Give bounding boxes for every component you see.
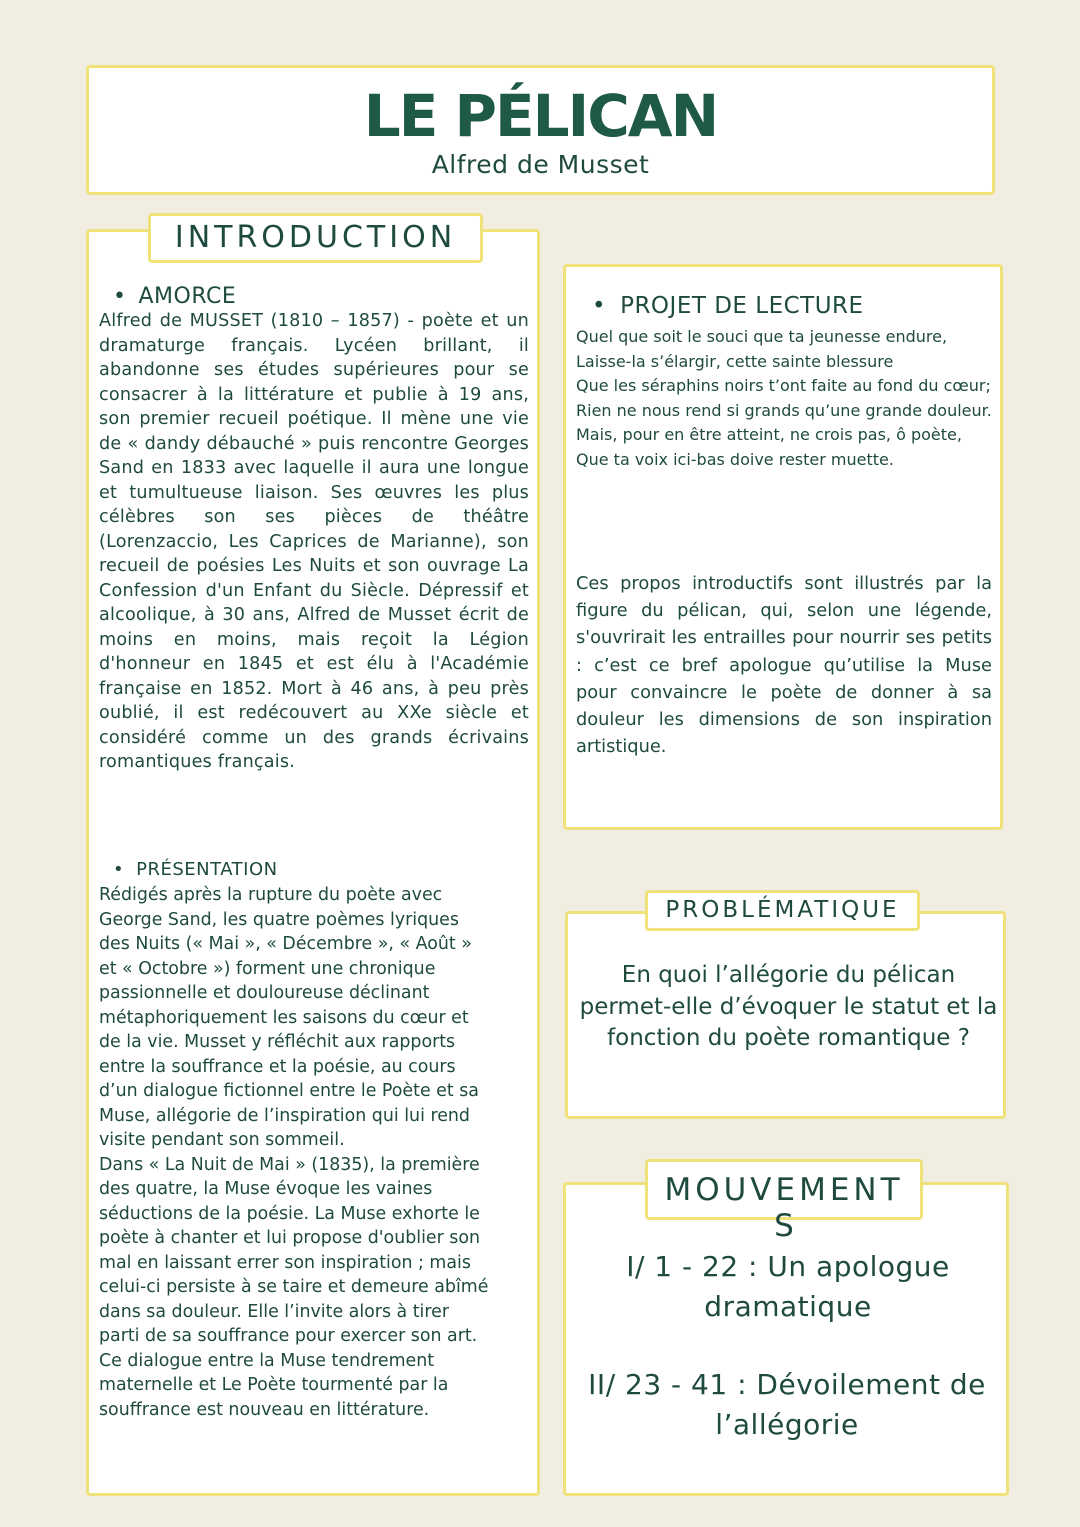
projet-text: Ces propos introductifs sont illustrés par la figure du pélican, qui, selon une légende, s'ouvrirait les entrailles pour nourrir ses petits : c’est ce bref apologue qu’utilise la Muse pour convaincre le poète de donner à sa douleur les dimensions de son inspiration artistique.	[576, 573, 992, 758]
amorce-heading: • AMORCE	[113, 284, 237, 309]
bullet-icon: •	[592, 293, 607, 319]
projet-quote	[576, 325, 992, 473]
quote-line: Laisse-la s’élargir, cette sainte blessure	[576, 351, 894, 371]
introduction-tab	[148, 213, 483, 263]
text-line: de la vie. Musset y réfléchit aux rapports	[99, 1032, 456, 1052]
text-line: passionnelle et douloureuse déclinant	[99, 983, 430, 1003]
problematique-text: En quoi l’allégorie du pélican permet-elle d’évoquer le statut et la fonction du poète romantique ?	[579, 962, 998, 1051]
problematique-card	[565, 911, 1006, 1119]
projet-card	[563, 264, 1003, 830]
text-line: celui-ci persiste à se taire et demeure abîmé	[99, 1277, 489, 1297]
text-line: Ce dialogue entre la Muse tendrement	[99, 1350, 435, 1371]
text-line: des Nuits (« Mai », « Décembre », « Août »	[99, 934, 472, 954]
mouvement-item-1: I/ 1 - 22 : Un apologue dramatique	[626, 1250, 950, 1323]
introduction-label: INTRODUCTION	[174, 220, 457, 255]
text-line: dans sa douleur. Elle l’invite alors à tirer	[99, 1301, 449, 1322]
problematique-label: PROBLÉMATIQUE	[665, 897, 900, 923]
text-line: souffrance est nouveau en littérature.	[99, 1399, 430, 1420]
text-line: George Sand, les quatre poèmes lyriques	[99, 909, 459, 930]
text-line: visite pendant son sommeil.	[99, 1130, 345, 1150]
text-line: Dans « La Nuit de Mai » (1835), la première	[99, 1154, 480, 1175]
title-card	[86, 65, 995, 195]
bullet-icon: •	[113, 859, 125, 880]
text-line: des quatre, la Muse évoque les vaines	[99, 1179, 433, 1199]
quote-line: Que ta voix ici-bas doive rester muette.	[576, 449, 894, 469]
mouvements-label: MOUVEMENT	[664, 1172, 904, 1208]
quote-line: Que les séraphins noirs t’ont faite au fond du cœur;	[576, 376, 991, 396]
bullet-icon: •	[113, 284, 127, 309]
mouvement-item-2: II/ 23 - 41 : Dévoilement de l’allégorie	[588, 1368, 986, 1441]
text-line: parti de sa souffrance pour exercer son art.	[99, 1326, 478, 1346]
presentation-heading: • PRÉSENTATION	[99, 857, 539, 883]
introduction-card	[86, 229, 540, 1496]
presentation-section	[99, 857, 539, 1422]
text-line: et « Octobre ») forment une chronique	[99, 958, 436, 979]
text-line: maternelle et Le Poète tourmenté par la	[99, 1375, 449, 1395]
amorce-section	[99, 284, 529, 775]
text-line: entre la souffrance et la poésie, au cours	[99, 1056, 456, 1077]
text-line: Rédigés après la rupture du poète avec	[99, 885, 443, 905]
page-title: LE PÉLICAN	[363, 82, 718, 150]
quote-line: Rien ne nous rend si grands qu’une grande douleur.	[576, 400, 992, 420]
problematique-tab	[645, 890, 920, 931]
text-line: d’un dialogue fictionnel entre le Poète et sa	[99, 1081, 479, 1101]
text-line: mal en laissant errer son inspiration ; mais	[99, 1252, 471, 1273]
amorce-text: Alfred de MUSSET (1810 – 1857) - poète et un dramaturge français. Lycéen brillant, il abandonne ses études supérieures pour se consacrer à la littérature et publie à 19 ans, son premier recueil poétique. Il mène une vie de « dandy débauché » puis rencontre Georges Sand en 1833 avec laquelle il aura une longue et tumultueuse liaison. Ses œuvres les plus célèbres son ses pièces de théâtre (Lorenzaccio, Les Caprices de Marianne), son recueil de poésies Les Nuits et son ouvrage La Confession d'un Enfant du Siècle. Dépressif et alcoolique, à 30 ans, Alfred de Musset écrit de moins en moins, mais reçoit la Légion d'honneur en 1845 et est élu à l'Académie française en 1852. Mort à 46 ans, à peu près oublié, il est redécouvert au XXe siècle et considéré comme un des grands écrivains romantiques français.	[99, 311, 529, 772]
quote-line: Quel que soit le souci que ta jeunesse endure,	[576, 327, 948, 346]
text-line: séductions de la poésie. La Muse exhorte le	[99, 1203, 480, 1224]
quote-line: Mais, pour en être atteint, ne crois pas, ô poète,	[576, 425, 962, 445]
text-line: Muse, allégorie de l’inspiration qui lui rend	[99, 1105, 470, 1126]
projet-heading: • PROJET DE LECTURE	[592, 293, 864, 319]
author-name: Alfred de Musset	[431, 150, 650, 179]
presentation-text	[99, 883, 539, 1422]
text-line: métaphoriquement les saisons du cœur et	[99, 1007, 469, 1028]
mouvements-label-overflow: S	[774, 1208, 794, 1244]
text-line: poète à chanter et lui propose d'oublier son	[99, 1228, 481, 1248]
